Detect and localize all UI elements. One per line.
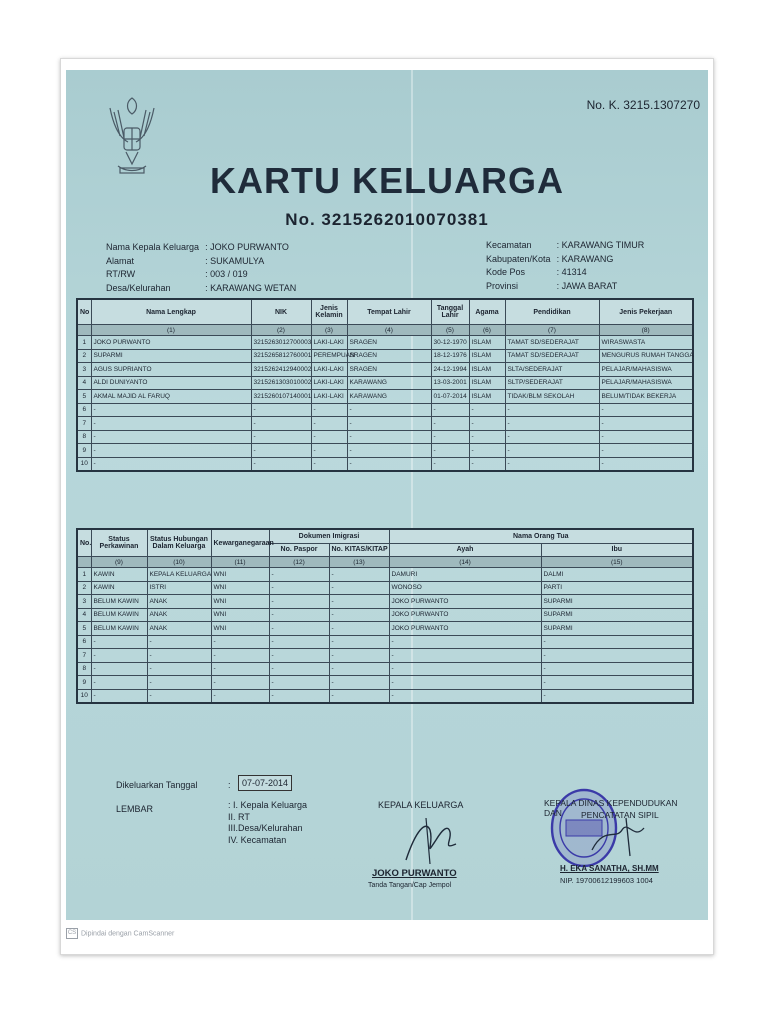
table-cell: BELUM KAWIN	[91, 622, 147, 636]
table-cell: ISLAM	[469, 363, 505, 377]
kepala-keluarga-signature-icon	[396, 810, 466, 868]
kepala-dinas-signature-icon	[586, 810, 656, 860]
scanner-text: Dipindai dengan CamScanner	[81, 930, 175, 938]
table-cell: WONOSO	[389, 581, 541, 595]
issued-label: Dikeluarkan Tanggal	[116, 780, 198, 790]
table-cell: -	[505, 444, 599, 458]
col-no-paspor: No. Paspor	[269, 543, 329, 557]
table-row	[77, 349, 693, 363]
table-cell: JOKO PURWANTO	[91, 336, 251, 350]
table-cell: -	[147, 662, 211, 676]
header-info-right	[484, 238, 650, 294]
label-kabupaten: Kabupaten/Kota	[486, 253, 551, 264]
table-cell: -	[329, 676, 389, 690]
table-cell: WIRASWASTA	[599, 336, 693, 350]
table-cell: SUPARMI	[541, 622, 693, 636]
value-kepala-keluarga: : JOKO PURWANTO	[205, 242, 289, 252]
table-cell: -	[269, 662, 329, 676]
value-kode-pos: : 41314	[556, 267, 587, 277]
table-cell: -	[389, 649, 541, 663]
table-cell: 30-12-1970	[431, 336, 469, 350]
col-nama-orang-tua: Nama Orang Tua	[389, 529, 693, 543]
document-footer	[116, 770, 696, 910]
table-cell: DALMI	[541, 568, 693, 582]
table-cell: AKMAL MAJID AL FARUQ	[91, 390, 251, 404]
table-cell: 2	[77, 581, 91, 595]
table-cell: SUPARMI	[541, 608, 693, 622]
table-cell: 3215262412940002	[251, 363, 311, 377]
table-cell: -	[469, 403, 505, 417]
lembar-item: II. RT	[228, 811, 250, 822]
table-cell: 3	[77, 363, 91, 377]
table-cell: -	[311, 430, 347, 444]
table-cell: -	[329, 689, 389, 703]
table-cell: -	[329, 662, 389, 676]
table-cell: KAWIN	[91, 581, 147, 595]
lembar-item: IV. Kecamatan	[228, 834, 287, 845]
table-cell: -	[541, 676, 693, 690]
col-status-hubungan: Status Hubungan Dalam Keluarga	[147, 529, 211, 557]
table-cell: -	[147, 689, 211, 703]
table-cell: -	[389, 635, 541, 649]
table-cell: BELUM/TIDAK BEKERJA	[599, 390, 693, 404]
lembar-label: LEMBAR	[116, 804, 154, 814]
table-cell: -	[541, 635, 693, 649]
table-cell: PELAJAR/MAHASISWA	[599, 363, 693, 377]
col-header: Tempat Lahir	[347, 299, 431, 325]
table-cell: -	[347, 417, 431, 431]
table-cell: SLTA/SEDERAJAT	[505, 363, 599, 377]
value-desa: : KARAWANG WETAN	[205, 282, 297, 293]
table-cell: -	[329, 581, 389, 595]
col-header: Tanggal Lahir	[431, 299, 469, 325]
value-kabupaten: : KARAWANG	[556, 253, 614, 264]
table-cell: -	[469, 430, 505, 444]
table-cell: SUPARMI	[91, 349, 251, 363]
table-cell: -	[269, 622, 329, 636]
table-cell: -	[347, 403, 431, 417]
table-row	[77, 376, 693, 390]
col-header: Agama	[469, 299, 505, 325]
table-cell: -	[541, 689, 693, 703]
table-cell: DAMURI	[389, 568, 541, 582]
table-cell: TAMAT SD/SEDERAJAT	[505, 336, 599, 350]
col-index: (13)	[329, 557, 389, 568]
col-index	[77, 325, 91, 336]
table-cell: -	[269, 635, 329, 649]
table-cell: -	[251, 403, 311, 417]
table-cell: 5	[77, 622, 91, 636]
table-cell: -	[211, 649, 269, 663]
table-cell: -	[599, 430, 693, 444]
table-cell: 6	[77, 635, 91, 649]
issued-date: 07-07-2014	[238, 775, 292, 791]
table-cell: 3215263012700003	[251, 336, 311, 350]
table-cell: -	[541, 662, 693, 676]
table-cell: -	[347, 457, 431, 471]
label-kode-pos: Kode Pos	[486, 267, 526, 277]
col-index: (3)	[311, 325, 347, 336]
col-header: Pendidikan	[505, 299, 599, 325]
label-alamat: Alamat	[106, 255, 135, 266]
table-row	[77, 363, 693, 377]
table-cell: -	[251, 430, 311, 444]
table-cell: -	[431, 444, 469, 458]
issued-colon: :	[228, 780, 231, 790]
table-cell: SRAGEN	[347, 363, 431, 377]
label-kecamatan: Kecamatan	[486, 240, 532, 250]
table-cell: BELUM KAWIN	[91, 595, 147, 609]
col-index	[77, 557, 91, 568]
table-cell: SRAGEN	[347, 336, 431, 350]
col-ibu: Ibu	[541, 543, 693, 557]
table-cell: -	[389, 676, 541, 690]
table-cell: -	[91, 635, 147, 649]
family-members-table	[76, 298, 694, 472]
table-cell: -	[599, 444, 693, 458]
table-cell: -	[599, 457, 693, 471]
table-cell: -	[329, 622, 389, 636]
camscanner-logo-icon: CS	[66, 928, 78, 939]
table-cell: 3	[77, 595, 91, 609]
table-cell: -	[269, 689, 329, 703]
table-cell: -	[329, 568, 389, 582]
table-row	[77, 595, 693, 609]
col-kewarganegaraan: Kewarganegaraan	[211, 529, 269, 557]
table-cell: -	[329, 608, 389, 622]
label-kepala-keluarga: Nama Kepala Keluarga	[106, 242, 200, 252]
table-cell: -	[469, 444, 505, 458]
table-cell: -	[389, 689, 541, 703]
table-cell: -	[329, 595, 389, 609]
table-cell: WNI	[211, 581, 269, 595]
table-cell: -	[329, 635, 389, 649]
table-cell: 1	[77, 568, 91, 582]
col-index: (14)	[389, 557, 541, 568]
col-index: (11)	[211, 557, 269, 568]
document-title: KARTU KELUARGA	[210, 160, 564, 201]
table-cell: ISLAM	[469, 336, 505, 350]
table-cell: -	[311, 444, 347, 458]
table-cell: KARAWANG	[347, 390, 431, 404]
table-cell: 3215265812760001	[251, 349, 311, 363]
table-cell: ISLAM	[469, 376, 505, 390]
table-cell: 7	[77, 417, 91, 431]
table-cell: TIDAK/BLM SEKOLAH	[505, 390, 599, 404]
table-cell: ANAK	[147, 595, 211, 609]
table-cell: -	[147, 649, 211, 663]
table-cell: KEPALA KELUARGA	[147, 568, 211, 582]
label-desa: Desa/Kelurahan	[106, 282, 171, 293]
table-cell: ALDI DUNIYANTO	[91, 376, 251, 390]
kepala-dinas-name: H. EKA SANATHA, SH.MM	[560, 864, 659, 873]
table-cell: -	[211, 662, 269, 676]
table-cell: -	[147, 635, 211, 649]
table-cell: WNI	[211, 622, 269, 636]
col-index: (7)	[505, 325, 599, 336]
table-cell: -	[311, 403, 347, 417]
col-dokumen-imigrasi: Dokumen Imigrasi	[269, 529, 389, 543]
table-row	[77, 649, 693, 663]
col-header: Nama Lengkap	[91, 299, 251, 325]
table-cell: 4	[77, 608, 91, 622]
col-status-perkawinan: Status Perkawinan	[91, 529, 147, 557]
table-cell: -	[91, 649, 147, 663]
col-index: (1)	[91, 325, 251, 336]
scanner-watermark	[66, 928, 174, 939]
col-no: No.	[77, 529, 91, 557]
table-cell: -	[269, 595, 329, 609]
col-header: Jenis Kelamin	[311, 299, 347, 325]
table-cell: -	[311, 457, 347, 471]
table-cell: WNI	[211, 595, 269, 609]
table-cell: 10	[77, 457, 91, 471]
table-cell: -	[505, 430, 599, 444]
lembar-item: III.Desa/Kelurahan	[228, 823, 303, 833]
header-info-left	[104, 240, 302, 296]
kepala-keluarga-name: JOKO PURWANTO	[372, 868, 457, 879]
value-alamat: : SUKAMULYA	[205, 255, 265, 266]
table-row	[77, 662, 693, 676]
col-index: (12)	[269, 557, 329, 568]
table-cell: TAMAT SD/SEDERAJAT	[505, 349, 599, 363]
table-cell: WNI	[211, 568, 269, 582]
label-provinsi: Provinsi	[486, 280, 519, 291]
lembar-item: : I. Kepala Keluarga	[228, 800, 308, 810]
kepala-keluarga-label: KEPALA KELUARGA	[378, 800, 464, 810]
dinas-title-line1: KEPALA DINAS KEPENDUDUKAN DAN	[544, 798, 678, 818]
col-index: (8)	[599, 325, 693, 336]
table-cell: ANAK	[147, 622, 211, 636]
table-cell: 6	[77, 403, 91, 417]
col-header: No	[77, 299, 91, 325]
table-row	[77, 689, 693, 703]
table-cell: -	[147, 676, 211, 690]
col-no-kitas: No. KITAS/KITAP	[329, 543, 389, 557]
table-cell: 3215261303010002	[251, 376, 311, 390]
table-cell: 1	[77, 336, 91, 350]
table-cell: -	[251, 444, 311, 458]
lembar-list	[228, 800, 307, 846]
table-cell: ISLAM	[469, 390, 505, 404]
table-cell: -	[431, 403, 469, 417]
table-cell: -	[505, 457, 599, 471]
col-index: (4)	[347, 325, 431, 336]
table-row	[77, 635, 693, 649]
table-cell: -	[91, 403, 251, 417]
document-number: No. 3215262010070381	[285, 210, 489, 229]
table-cell: SUPARMI	[541, 595, 693, 609]
table-cell: SRAGEN	[347, 349, 431, 363]
table-cell: JOKO PURWANTO	[389, 608, 541, 622]
table-row	[77, 403, 693, 417]
table-cell: SLTP/SEDERAJAT	[505, 376, 599, 390]
col-index: (6)	[469, 325, 505, 336]
kepala-dinas-nip: NIP. 19700612199603 1004	[560, 876, 653, 885]
table-cell: -	[599, 417, 693, 431]
table-cell: -	[91, 444, 251, 458]
table-row	[77, 568, 693, 582]
table-cell: -	[91, 662, 147, 676]
table-row	[77, 390, 693, 404]
label-rt-rw: RT/RW	[106, 269, 136, 279]
value-rt-rw: : 003 / 019	[205, 269, 248, 279]
col-header: NIK	[251, 299, 311, 325]
table-cell: LAKI-LAKI	[311, 390, 347, 404]
table-cell: -	[469, 417, 505, 431]
table-cell: 9	[77, 444, 91, 458]
table-cell: -	[91, 689, 147, 703]
table-cell: -	[347, 444, 431, 458]
table-cell: 01-07-2014	[431, 390, 469, 404]
table-cell: -	[311, 417, 347, 431]
table-cell: JOKO PURWANTO	[389, 622, 541, 636]
table-cell: PEREMPUAN	[311, 349, 347, 363]
table-cell: -	[431, 417, 469, 431]
table-cell: -	[91, 457, 251, 471]
table-cell: JOKO PURWANTO	[389, 595, 541, 609]
table-cell: -	[251, 457, 311, 471]
table-cell: -	[251, 417, 311, 431]
table-row	[77, 581, 693, 595]
table-cell: -	[269, 568, 329, 582]
table-cell: 3215260107140001	[251, 390, 311, 404]
col-index: (2)	[251, 325, 311, 336]
table-cell: -	[91, 676, 147, 690]
table-cell: PARTI	[541, 581, 693, 595]
table-cell: AGUS SUPRIANTO	[91, 363, 251, 377]
table-row	[77, 622, 693, 636]
table-row	[77, 417, 693, 431]
table-cell: -	[211, 635, 269, 649]
table-cell: -	[91, 430, 251, 444]
table-cell: KAWIN	[91, 568, 147, 582]
table-row	[77, 457, 693, 471]
table-cell: 8	[77, 662, 91, 676]
table-cell: 9	[77, 676, 91, 690]
table-cell: 4	[77, 376, 91, 390]
table-cell: -	[91, 417, 251, 431]
table-cell: ISTRI	[147, 581, 211, 595]
table-cell: 5	[77, 390, 91, 404]
table-cell: MENGURUS RUMAH TANGGA	[599, 349, 693, 363]
table-cell: -	[347, 430, 431, 444]
table-cell: BELUM KAWIN	[91, 608, 147, 622]
table-cell: ISLAM	[469, 349, 505, 363]
col-header: Jenis Pekerjaan	[599, 299, 693, 325]
table-cell: -	[505, 417, 599, 431]
table-cell: -	[541, 649, 693, 663]
table-row	[77, 444, 693, 458]
table-cell: 18-12-1976	[431, 349, 469, 363]
table-cell: LAKI-LAKI	[311, 336, 347, 350]
table-cell: -	[505, 403, 599, 417]
table-cell: -	[599, 403, 693, 417]
table-cell: -	[389, 662, 541, 676]
table-cell: -	[431, 430, 469, 444]
table-cell: PELAJAR/MAHASISWA	[599, 376, 693, 390]
family-card-document	[66, 70, 708, 920]
col-index: (15)	[541, 557, 693, 568]
table-cell: 7	[77, 649, 91, 663]
table-cell: 10	[77, 689, 91, 703]
table-cell: 24-12-1994	[431, 363, 469, 377]
table-cell: KARAWANG	[347, 376, 431, 390]
table-cell: 8	[77, 430, 91, 444]
table-row	[77, 608, 693, 622]
kepala-keluarga-caption: Tanda Tangan/Cap Jempol	[368, 882, 452, 889]
table-cell: LAKI-LAKI	[311, 363, 347, 377]
table-row	[77, 430, 693, 444]
table-cell: -	[269, 676, 329, 690]
family-status-table	[76, 528, 694, 704]
col-index: (5)	[431, 325, 469, 336]
table-cell: -	[431, 457, 469, 471]
table-cell: LAKI-LAKI	[311, 376, 347, 390]
table-cell: -	[269, 581, 329, 595]
col-ayah: Ayah	[389, 543, 541, 557]
table-cell: 13-03-2001	[431, 376, 469, 390]
table-cell: 2	[77, 349, 91, 363]
table-cell: -	[329, 649, 389, 663]
table-cell: -	[269, 608, 329, 622]
col-index: (10)	[147, 557, 211, 568]
table-cell: ANAK	[147, 608, 211, 622]
card-k-number: No. K. 3215.1307270	[586, 98, 700, 112]
value-provinsi: : JAWA BARAT	[556, 280, 618, 291]
table-cell: -	[269, 649, 329, 663]
col-index: (9)	[91, 557, 147, 568]
table-cell: -	[211, 676, 269, 690]
dinas-title-line2: PENCATATAN SIPIL	[581, 810, 659, 820]
table-cell: -	[211, 689, 269, 703]
table-cell: -	[469, 457, 505, 471]
value-kecamatan: : KARAWANG TIMUR	[556, 240, 645, 250]
table-row	[77, 676, 693, 690]
table-row	[77, 336, 693, 350]
table-cell: WNI	[211, 608, 269, 622]
